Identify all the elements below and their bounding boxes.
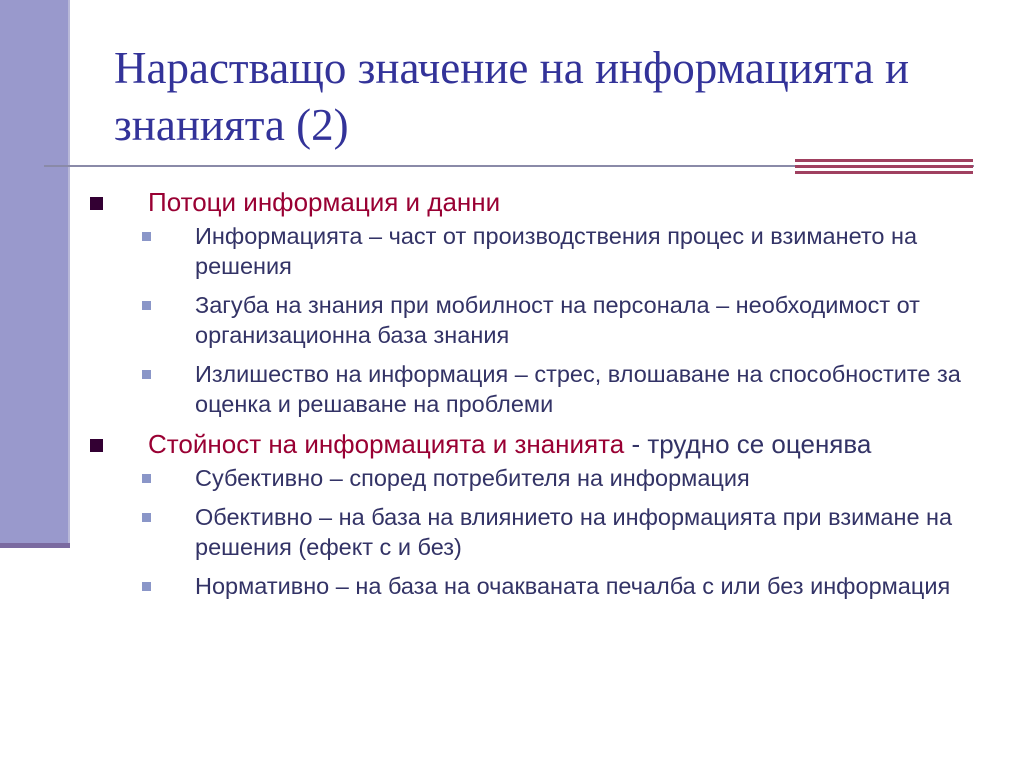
bullet-point-2 <box>88 428 1018 460</box>
sub-point-2-1 <box>88 463 1018 493</box>
square-bullet-icon <box>90 439 103 452</box>
sub-point-2-3-text: Нормативно – на база на очакваната печалба с или без информация <box>195 573 951 599</box>
sub-point-2-3 <box>88 571 1018 601</box>
side-decoration-edge <box>0 543 70 548</box>
bullet-point-2-accent: Стойност на информацията и знанията <box>148 429 625 459</box>
slide-content <box>88 186 1018 610</box>
bullet-point-1 <box>88 186 1018 218</box>
sub-point-2-1-text: Субективно – според потребителя на информация <box>195 465 750 491</box>
bullet-point-1-accent: Потоци информация и данни <box>148 187 501 217</box>
square-bullet-icon <box>90 197 103 210</box>
small-square-bullet-icon <box>142 582 151 591</box>
sub-point-1-1 <box>88 221 1018 281</box>
sub-point-1-3-text: Излишество на информация – стрес, влошаване на способностите за оценка и решаване на проблеми <box>195 361 961 417</box>
sub-point-2-2-text: Обективно – на база на влиянието на информацията при взимане на решения (ефект с и без) <box>195 504 953 560</box>
sub-point-1-1-text: Информацията – част от производствения процес и взимането на решения <box>195 223 918 279</box>
side-decoration-bar <box>0 0 70 543</box>
small-square-bullet-icon <box>142 513 151 522</box>
sub-point-1-2 <box>88 290 1018 350</box>
small-square-bullet-icon <box>142 370 151 379</box>
small-square-bullet-icon <box>142 232 151 241</box>
slide-title: Нарастващо значение на информацията и знанията (2) <box>114 43 910 150</box>
title-accent-lines <box>795 159 973 179</box>
sub-point-1-2-text: Загуба на знания при мобилност на персонала – необходимост от организационна база знания <box>195 292 920 348</box>
bullet-point-2-rest: - трудно се оценява <box>624 429 872 459</box>
sub-point-2-2 <box>88 502 1018 562</box>
sub-point-1-3 <box>88 359 1018 419</box>
small-square-bullet-icon <box>142 301 151 310</box>
small-square-bullet-icon <box>142 474 151 483</box>
